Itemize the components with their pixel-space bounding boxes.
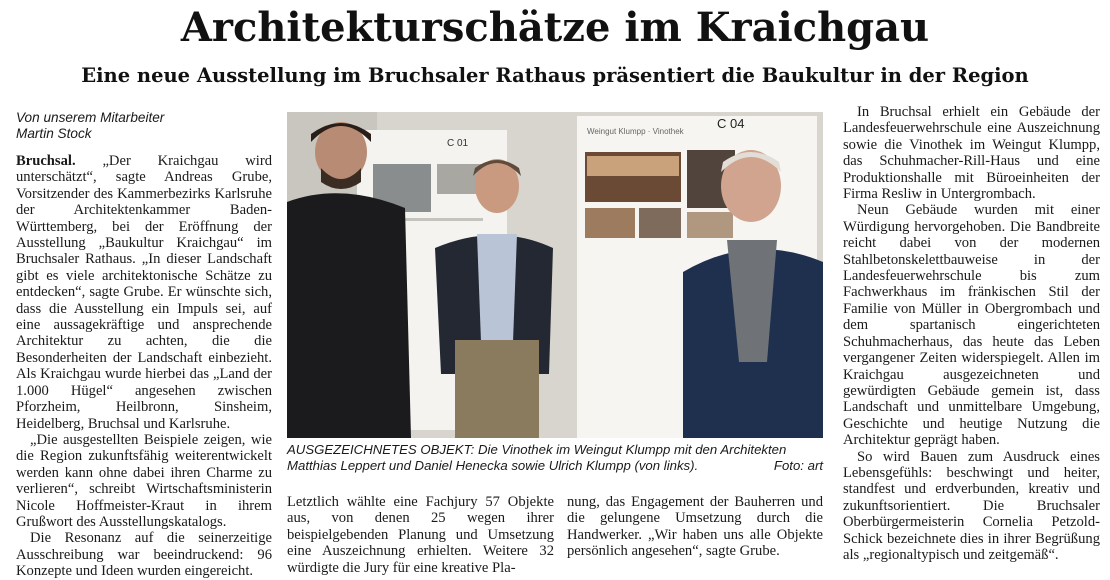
photo-credit: Foto: art [773,457,823,473]
photo-caption [287,442,823,473]
paragraph: „Die ausgestellten Beispiele zeigen, wie die Region zukunftsfähig weiterentwickelt werden kann ohne dabei ihren Charme zu verlieren“, schreibt Wirtschaftsministerin Nicole Hoffmeister-Kraut in ihrem Grußwort des Ausstellungskatalogs. [16,431,272,530]
paragraph: In Bruchsal erhielt ein Gebäude der Landesfeuerwehrschule eine Auszeichnung sowie die Vinothek im Weingut Klumpp, das Schuhmacher-Rill-Haus und eine Produktionshalle mit Büroeinheiten der Firma Resliw in Untergrombach. [843,104,1100,203]
lead-paragraph-text: „Der Kraichgau wird unterschätzt“, sagte Andreas Grube, Vorsitzender des Kammerbezirks Karlsruhe der Architektenkammer Baden-Württemberg, bei der Eröffnung der Ausstellung „Baukultur Kraichgau“ im Bruchsaler Rathaus. „In dieser Landschaft gibt es viele architektonische Schätze zu entdecken“, sagte Grube. Er wünschte sich, dass die Ausstellung ein Impuls sei, auf eine aussagekräftige und ansprechende Architektur zu achten, die die Besonderheiten der Landschaft einbezieht. Als Kraichgau wurde hierbei das „Land der 1.000 Hügel“ angesehen zwischen Pforzheim, Heilbronn, Sinsheim, Heidelberg, Bruchsal und Karlsruhe. [16,153,272,432]
caption-text: Die Vinothek im Weingut Klumpp mit den Architekten Matthias Leppert und Daniel Henecka sowie Ulrich Klumpp (von links). [287,442,787,473]
article-column-3 [567,494,823,560]
dateline: Bruchsal. [16,153,76,169]
byline-author: Martin Stock [16,126,92,141]
subheadline: Eine neue Ausstellung im Bruchsaler Rathaus präsentiert die Baukultur in der Region [81,64,1029,87]
article-column-1 [16,153,272,580]
paragraph: nung, das Engagement der Bauherren und die gelungene Umsetzung durch die Handwerker. „Wir haben uns alle Objekte persönlich angesehen“, sagte Grube. [567,494,823,560]
byline-intro: Von unserem Mitarbeiter [16,110,165,125]
caption-label: AUSGEZEICHNETES OBJEKT: [287,442,475,457]
article-column-4 [843,104,1100,563]
panel-label-left: C 01 [447,138,469,149]
panel-heading: Weingut Klumpp · Vinothek [587,127,684,136]
article-photo [287,112,823,438]
paragraph: Neun Gebäude wurden mit einer Würdigung hervorgehoben. Die Bandbreite reicht dabei von der modernen Stahlbetonskelettbauweise in der Landesfeuerwehrschule bis zum Fachwerkhaus im fränkischen Stil der Familie von Müller in Obergrombach und dem spartanisch eingerichteten Schuhmacherhaus, das heute das Leben vergangener Zeiten widerspiegelt. Allen im Kraichgau ausgezeichneten und gewürdigten Gebäude gemein ist, dass Landschaft und unmittelbare Umgebung, Geschichte und heutige Nutzung die Architektur geprägt haben. [843,202,1100,449]
paragraph: Die Resonanz auf die seinerzeitige Ausschreibung war beeindruckend: 96 Konzepte und Ideen wurden eingereicht. [16,530,272,580]
lead-paragraph [16,153,272,432]
article-column-2 [287,494,554,576]
byline [16,110,272,142]
headline: Architekturschätze im Kraichgau [180,4,930,51]
paragraph: Letztlich wählte eine Fachjury 57 Objekte aus, von denen 25 wegen ihrer beispielgebenden Planung und Umsetzung eine Auszeichnung erhielten. Weitere 32 würdigte die Jury für eine kreative Pla- [287,494,554,576]
panel-label-right: C 04 [717,116,745,131]
paragraph: So wird Bauen zum Ausdruck eines Lebensgefühls: beschwingt und heiter, standfest und erdverbunden, kreativ und zukunftsorientiert. Die Bruchsaler Oberbürgermeisterin Cornelia Petzold-Schick bezeichnete dies in ihrer Begrüßung als „regionaltypisch und zeitgemäß“. [843,448,1100,563]
